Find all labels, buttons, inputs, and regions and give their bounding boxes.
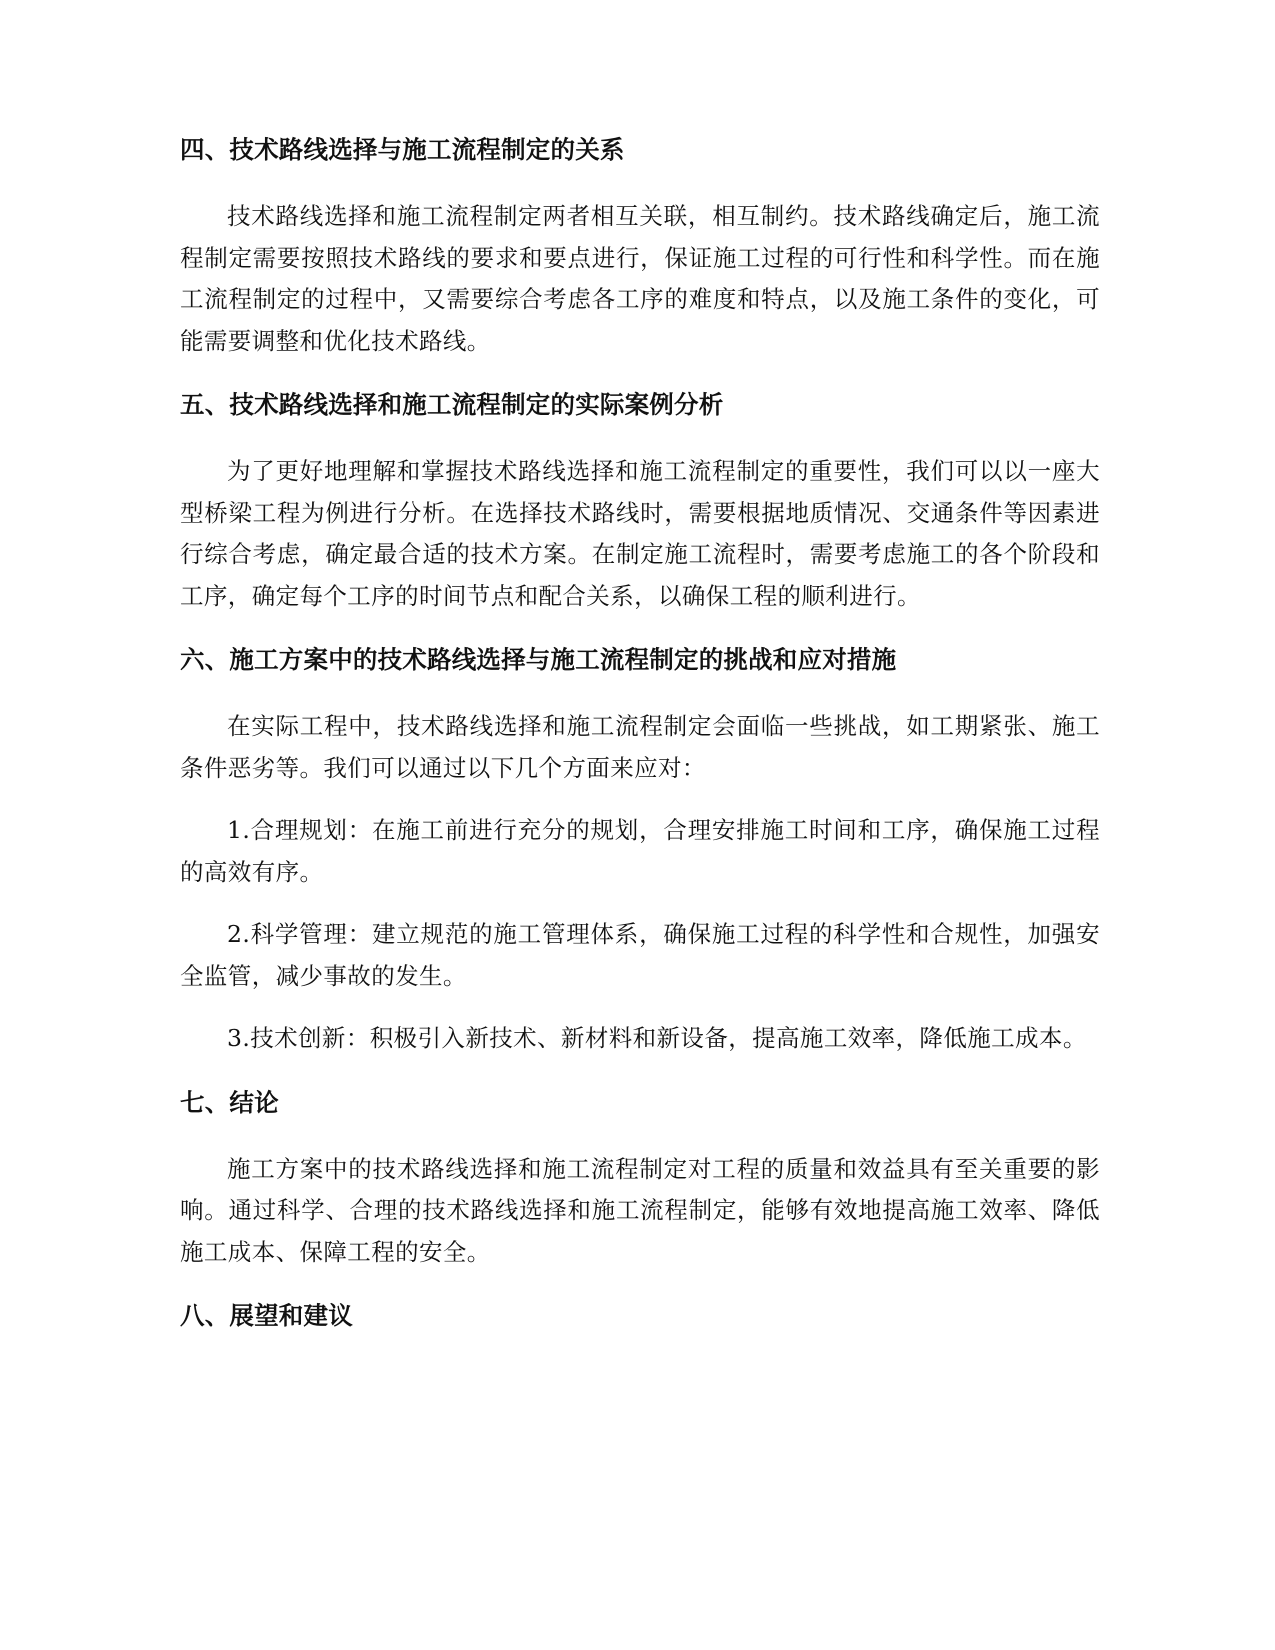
list-item-innovation: 3.技术创新：积极引入新技术、新材料和新设备，提高施工效率，降低施工成本。 bbox=[227, 1024, 1087, 1052]
section-4-paragraph: 技术路线选择和施工流程制定两者相互关联，相互制约。技术路线确定后，施工流程制定需要按照技术路线的要求和要点进行，保证施工过程的可行性和科学性。而在施工流程制定的过程中，又需要综合考虑各工序的难度和特点，以及施工条件的变化，可能需要调整和优化技术路线。 bbox=[180, 202, 1100, 355]
section-heading-8: 八、展望和建议 bbox=[180, 1301, 353, 1330]
section-heading-5: 五、技术路线选择和施工流程制定的实际案例分析 bbox=[180, 390, 724, 419]
section-5-paragraph: 为了更好地理解和掌握技术路线选择和施工流程制定的重要性，我们可以以一座大型桥梁工程为例进行分析。在选择技术路线时，需要根据地质情况、交通条件等因素进行综合考虑，确定最合适的技术方案。在制定施工流程时，需要考虑施工的各个阶段和工序，确定每个工序的时间节点和配合关系，以确保工程的顺利进行。 bbox=[180, 457, 1100, 610]
section-heading-7: 七、结论 bbox=[180, 1087, 279, 1117]
section-7-paragraph: 施工方案中的技术路线选择和施工流程制定对工程的质量和效益具有至关重要的影响。通过科学、合理的技术路线选择和施工流程制定，能够有效地提高施工效率、降低施工成本、保障工程的安全。 bbox=[180, 1154, 1100, 1266]
list-item-management: 2.科学管理：建立规范的施工管理体系，确保施工过程的科学性和合规性，加强安全监管，减少事故的发生。 bbox=[180, 920, 1100, 990]
list-item-planning: 1.合理规划：在施工前进行充分的规划，合理安排施工时间和工序，确保施工过程的高效有序。 bbox=[180, 816, 1100, 886]
document-page bbox=[180, 132, 1100, 1334]
section-heading-4: 四、技术路线选择与施工流程制定的关系 bbox=[180, 135, 625, 164]
section-heading-6: 六、施工方案中的技术路线选择与施工流程制定的挑战和应对措施 bbox=[180, 645, 897, 674]
section-6-intro-paragraph: 在实际工程中，技术路线选择和施工流程制定会面临一些挑战，如工期紧张、施工条件恶劣等。我们可以通过以下几个方面来应对： bbox=[180, 712, 1100, 782]
